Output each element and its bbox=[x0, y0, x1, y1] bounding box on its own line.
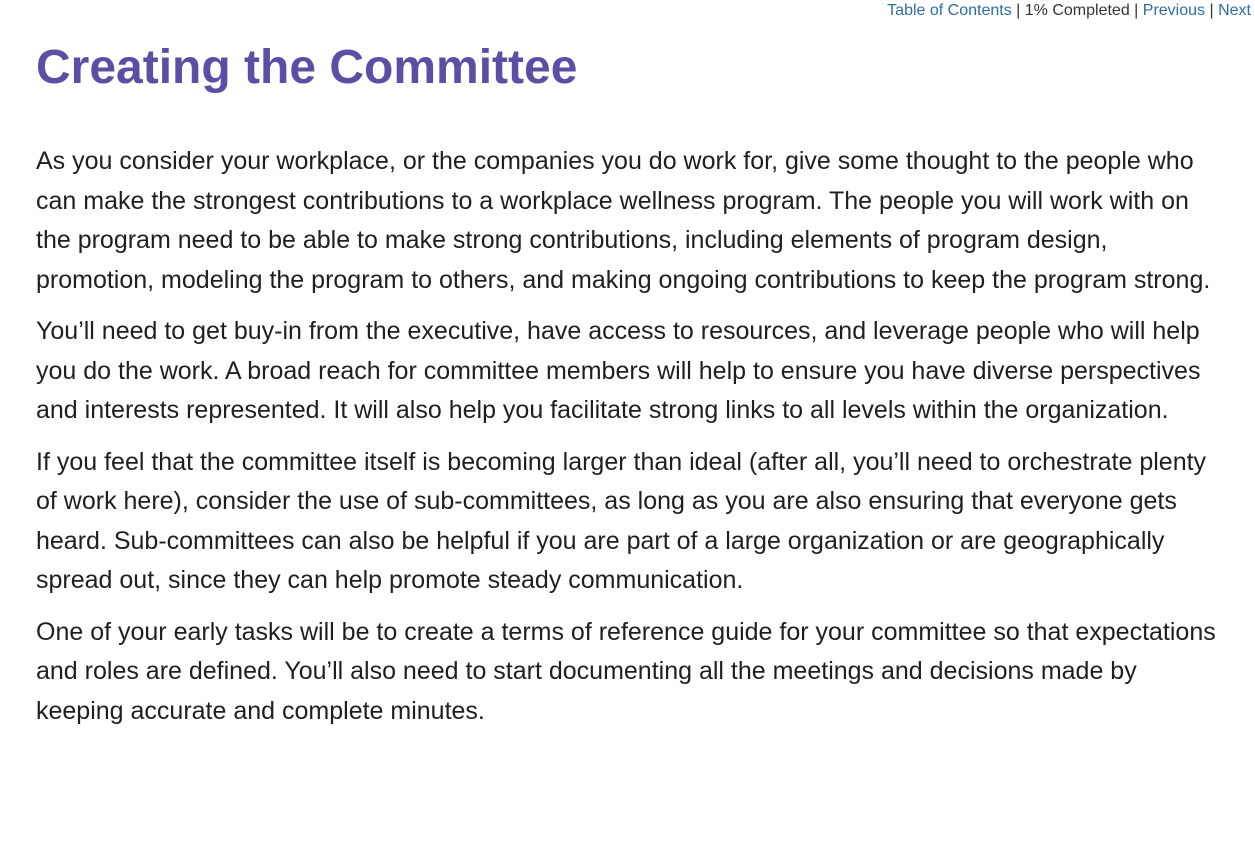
page-title: Creating the Committee bbox=[36, 41, 578, 94]
progress-status: 1% Completed bbox=[1024, 2, 1130, 19]
previous-link[interactable]: Previous bbox=[1142, 2, 1206, 19]
top-navigation bbox=[887, 2, 1251, 20]
nav-separator: | bbox=[1016, 2, 1025, 19]
paragraph: One of your early tasks will be to create a terms of reference guide for your committee so that expectations and roles are defined. You’ll also need to start documenting all the meetings and decisions made by keeping accurate and complete minutes. bbox=[36, 617, 1216, 725]
article-body bbox=[36, 142, 1221, 743]
paragraph: You’ll need to get buy-in from the executive, have access to resources, and leverage people who will help you do the work. A broad reach for committee members will help to ensure you have diverse perspectives and interests represented. It will also help you facilitate strong links to all levels within the organization. bbox=[36, 317, 1201, 424]
paragraph: If you feel that the committee itself is becoming larger than ideal (after all, you’ll need to orchestrate plenty of work here), consider the use of sub-committees, as long as you are also ensuring that everyone gets heard. Sub-committees can also be helpful if you are part of a large organization or are geographically spread out, since they can help promote steady communication. bbox=[36, 447, 1207, 594]
nav-separator: | bbox=[1134, 2, 1143, 19]
nav-separator: | bbox=[1209, 2, 1219, 19]
table-of-contents-link[interactable]: Table of Contents bbox=[887, 2, 1012, 19]
next-link[interactable]: Next bbox=[1218, 2, 1251, 19]
paragraph: As you consider your workplace, or the companies you do work for, give some thought to the people who can make the strongest contributions to a workplace wellness program. The people you will work with on the program need to be able to make strong contributions, including elements of program design, promotion, modeling the program to others, and making ongoing contributions to keep the program strong. bbox=[36, 147, 1211, 294]
